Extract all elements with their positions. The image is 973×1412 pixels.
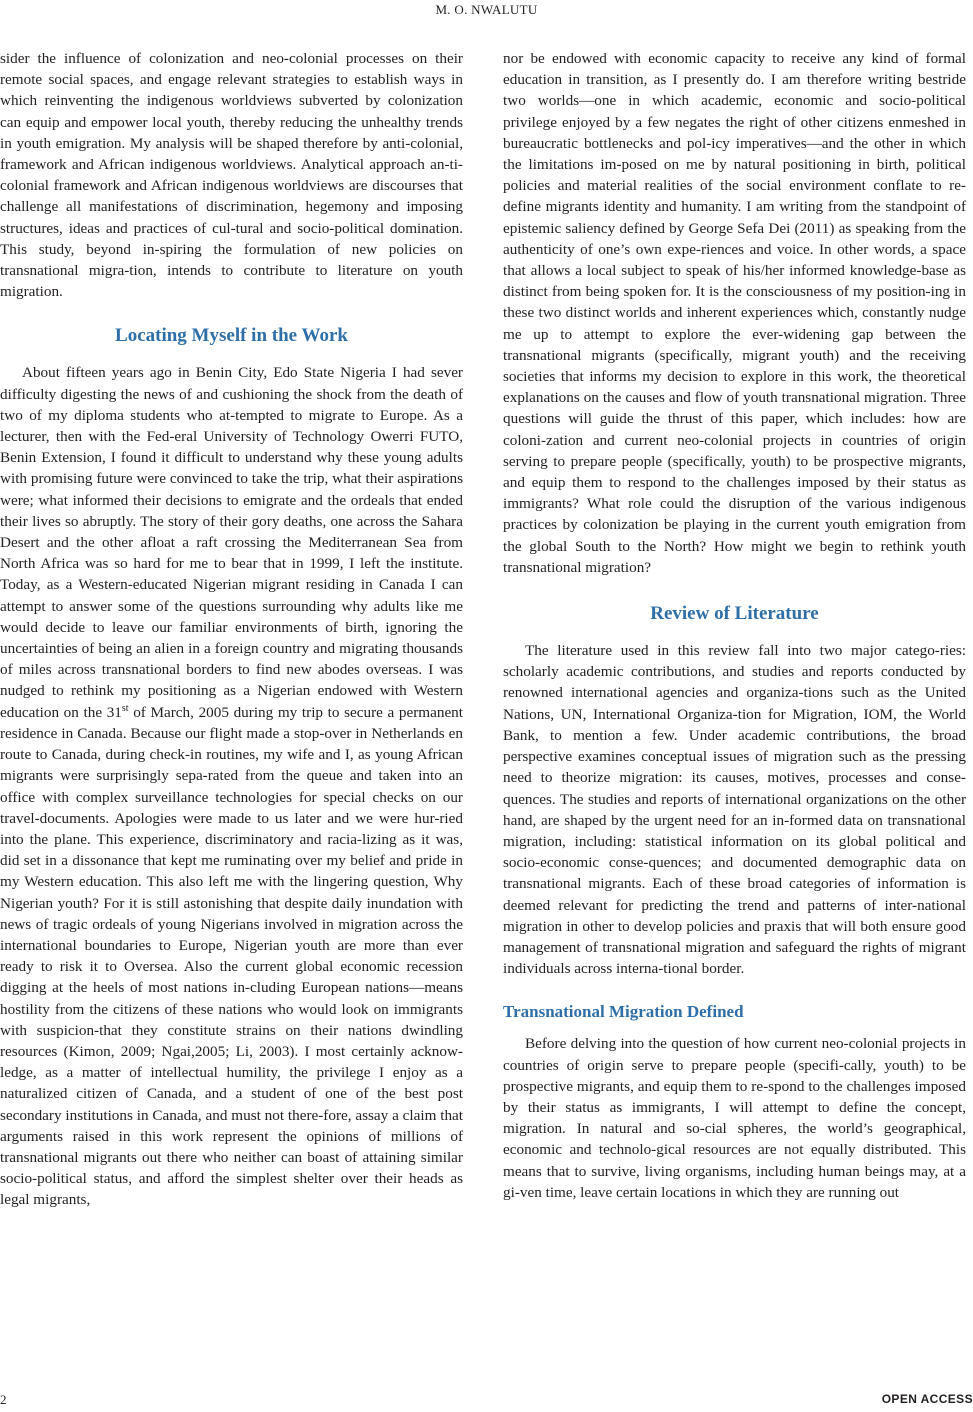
open-access-label: OPEN ACCESS bbox=[881, 1392, 973, 1406]
transnational-paragraph: Before delving into the question of how current neo-colonial projects in countries of origin serve to prepare people (specifi-cally, youth) to be prospective migrants, and equip them to re-spond to the challenges imposed by their status as immigrants, I will attempt to define the concept, migration. In natural and so-cial spheres, the world’s geographical, economic and technolo-gical resources are not equally distributed. This means that to survive, living organisms, including human beings may, at a gi-ven time, leave certain locations in which they are running out bbox=[503, 1035, 966, 1201]
review-paragraph: The literature used in this review fall into two major catego-ries: scholarly academic contributions, and studies and reports conducted by renowned international agencies and organiza-tions such as the United Nations, UN, International Organiza-tion for Migration, IOM, the World Bank, to mention a few. Under academic contributions, the broad perspective examines conceptual issues of migration such as the pressing need to theorize migration: its causes, motives, processes and conse-quences. The studies and reports of international organizations on the other hand, are shaped by the urgent need for an in-formed data on transnational migration, including: statistical information on its global political and socio-economic conse-quences; and documented demographic data on transnational migrants. Each of these broad categories of information is deemed relevant for predicting the trend and patterns of inter-national migration in other to develop policies and praxis that will both ensure good management of transnational migration and safeguard the rights of migrant individuals across interna-tional border. bbox=[503, 642, 966, 978]
locating-paragraph bbox=[0, 362, 463, 1210]
right-column bbox=[503, 48, 966, 1203]
section-heading-review-of-literature: Review of Literature bbox=[650, 603, 819, 625]
locating-paragraph-part-a: About fifteen years ago in Benin City, Edo State Nigeria I had sever difficulty digesting the news of and cushioning the shock from the death of two of my diploma students who at-tempted to migrate to Europe. As a lecturer, then with the Fed-eral University of Technology Owerri FUTO, Benin Extension, I found it difficult to understand why these young adults with promising future were convinced to take the trip, what their aspirations were; what informed their decisions to emigrate and the ordeals that ended their lives so abruptly. The story of their gory deaths, one across the Sahara Desert and the other afloat a raft crossing the Mediterranean Sea from North Africa was so hard for me to bear that in 1999, I left the institute. Today, as a Western-educated Nigerian migrant residing in Canada I can attempt to answer some of the questions surrounding why adults like me would decide to leave our familiar environments of birth, ignoring the uncertainties of being an alien in a foreign country and migrating thousands of miles across transnational borders to find new abodes overseas. I was nudged to rethink my positioning as a Nigerian endowed with Western education on the 31 bbox=[0, 364, 463, 721]
subsection-heading-transnational-migration: Transnational Migration Defined bbox=[503, 1002, 744, 1022]
ordinal-superscript: st bbox=[121, 702, 129, 714]
continued-paragraph: nor be endowed with economic capacity to receive any kind of formal education in transition, as I presently do. I am therefore writing bestride two worlds—one in which academic, economic and socio-political privilege enjoyed by a few negates the right of other citizens enmeshed in bureaucratic bottlenecks and pol-icy imperatives—and the other in which the limitations im-posed on me by natural positioning in birth, political policies and material realities of the social environment conflate to re-define migrants identity and humanity. I am writing from the standpoint of epistemic saliency defined by George Sefa Dei (2011) as speaking from the authenticity of one’s own expe-riences and voice. In other words, a space that allows a local subject to speak of his/her informed knowledge-base as distinct from being spoken for. It is the consciousness of my position-ing in these two distinct worlds and inherent experiences which, constantly nudge me up to attempt to explore the ever-widening gap between the transnational migrants (specifically, migrant youth) and the receiving societies that informs my decision to explore in this work, the theoretical explanations on the causes and flow of youth transnational migration. Three questions will guide the thrust of this paper, which includes: how are coloni-zation and current neo-colonial projects in countries of origin serving to prepare people (specifically, youth) to be prospective migrants, and equip them to respond to the challenges imposed by their status as immigrants? What role could the disruption of the various indigenous practices by colonization be playing in the current youth emigration from the global South to the North? How might we begin to rethink youth transnational migration? bbox=[503, 50, 966, 576]
left-column bbox=[0, 48, 463, 1211]
running-head-author: M. O. NWALUTU bbox=[435, 2, 538, 17]
locating-paragraph-part-b: of March, 2005 during my trip to secure a permanent residence in Canada. Because our flight made a stop-over in Netherlands en route to Canada, during check-in routines, my wife and I, as young African migrants were surprisingly sepa-rated from the queue and taken into an office with complex surveillance technologies for special checks on our travel-documents. Apologies were made to us later and we were hur-ried into the plane. This experience, discriminatory and racia-lizing as it was, did set in a dissonance that kept me ruminating over my belief and pride in my Western education. This also left me with the lingering question, Why Nigerian youth? For it is still astonishing that despite daily inundation with news of tragic ordeals of young Nigerians involved in migration across the international boundaries to Europe, Nigerian youth are more than ever ready to risk it to Oversea. Also the current global economic recession digging at the heels of most nations in-cluding European nations—means hostility from the citizens of these nations who would look on immigrants with suspicion-that they constitute strains on their nations dwindling resources (Kimon, 2009; Ngai,2005; Li, 2003). I most certainly acknow-ledge, as a matter of intellectual humility, the privilege I enjoy as a naturalized citizen of Canada, and a student of one of the best post secondary institutions in Canada, and must not there-fore, assay a claim that arguments raised in this work represent the opinions of millions of transnational migrants out there who neither can boast of attaining similar socio-political status, and afford the simplest shelter over their heads as legal migrants, bbox=[0, 703, 464, 1209]
section-heading-locating-myself: Locating Myself in the Work bbox=[115, 325, 348, 347]
intro-paragraph-end: sider the influence of colonization and neo-colonial processes on their remote social spaces, and engage relevant strategies to establish ways in which reinventing the indigenous worldviews subverted by colonization can equip and empower local youth, thereby reducing the unhealthy trends in youth emigration. My analysis will be shaped therefore by anti-colonial, framework and African indigenous worldviews. Analytical approach an-ti-colonial framework and African indigenous worldviews are discourses that challenge all manifestations of discrimination, hegemony and imposing structures, ideas and practices of cul-tural and socio-political domination. This study, beyond in-spiring the formulation of new policies on transnational migra-tion, intends to contribute to literature on youth migration. bbox=[0, 50, 463, 301]
page-number: 2 bbox=[0, 1392, 7, 1407]
